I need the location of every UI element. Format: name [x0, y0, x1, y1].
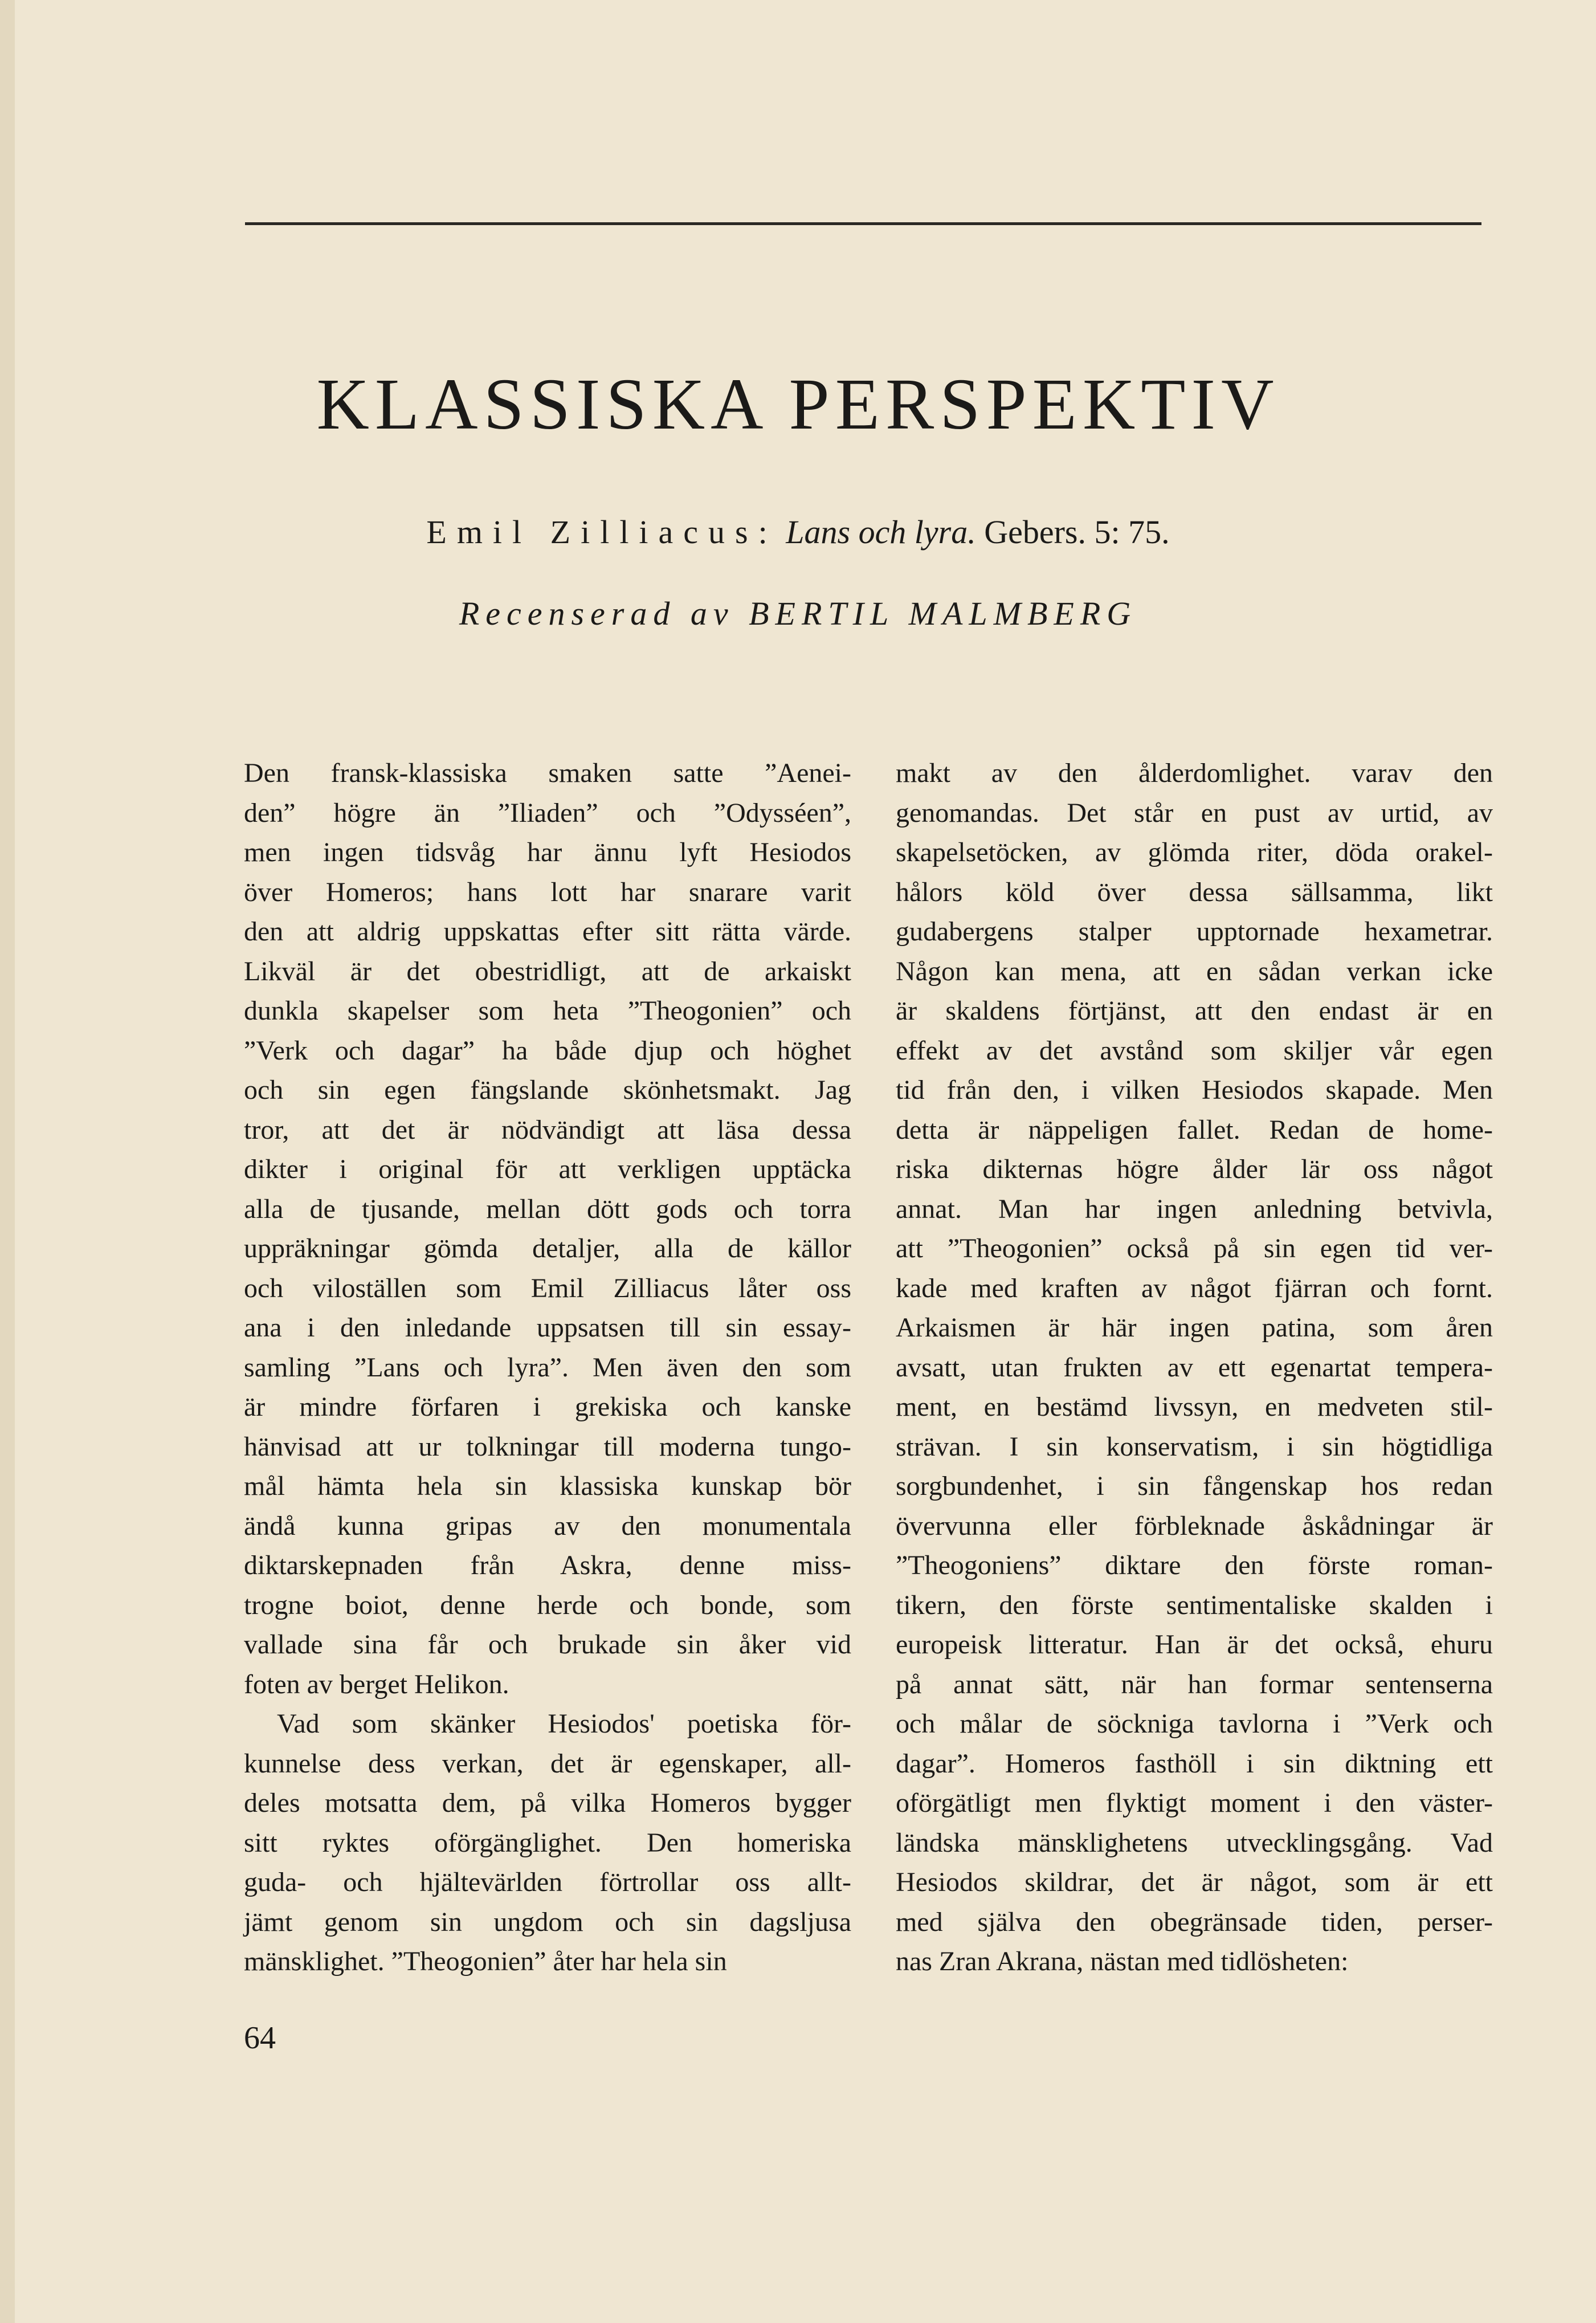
text-line: gudabergens stalper upptornade hexametrar.	[896, 916, 1493, 947]
page-number: 64	[244, 2020, 276, 2056]
text-line: samling ”Lans och lyra”. Men även den som	[244, 1352, 851, 1383]
article-title: KLASSISKA PERSPEKTIV	[316, 364, 1280, 445]
text-line: avsatt, utan frukten av ett egenartat tempera-	[896, 1352, 1493, 1383]
header-rule	[245, 222, 1481, 225]
text-line: med själva den obegränsade tiden, perser-	[896, 1906, 1493, 1937]
text-line: kunnelse dess verkan, det är egenskaper, all-	[244, 1748, 851, 1779]
text-line: ana i den inledande uppsatsen till sin essay-	[244, 1313, 851, 1343]
text-line: men ingen tidsvåg har ännu lyft Hesiodos	[244, 837, 851, 867]
text-line: deles motsatta dem, på vilka Homeros bygger	[244, 1788, 851, 1818]
right-column	[896, 753, 1493, 1982]
text-line: oförgätligt men flyktigt moment i den väster-	[896, 1788, 1493, 1818]
text-line: Vad som skänker Hesiodos' poetiska för-	[277, 1709, 851, 1739]
text-line: tror, att det är nödvändigt att läsa dessa	[244, 1114, 851, 1145]
text-line: övervunna eller förbleknade åskådningar är	[896, 1510, 1493, 1541]
text-line: hänvisad att ur tolkningar till moderna tungo-	[244, 1431, 851, 1462]
text-line: makt av den ålderdomlighet. varav den	[896, 758, 1493, 788]
book-publisher-price: Gebers. 5: 75.	[984, 513, 1170, 551]
text-line: nas Zran Akrana, nästan med tidlösheten:	[896, 1946, 1349, 1976]
text-line: detta är näppeligen fallet. Redan de home-	[896, 1114, 1493, 1145]
text-line: alla de tjusande, mellan dött gods och torra	[244, 1193, 851, 1224]
text-line: sitt ryktes oförgänglighet. Den homeriska	[244, 1827, 851, 1858]
text-line: på annat sätt, när han formar sentenserna	[896, 1669, 1493, 1700]
reviewer-line: Recenserad av BERTIL MALMBERG	[459, 595, 1137, 632]
text-line: riska dikternas högre ålder lär oss något	[896, 1154, 1493, 1184]
book-author: Emil Zilliacus:	[426, 513, 778, 551]
book-title: Lans och lyra.	[786, 513, 976, 551]
text-line: hålors köld över dessa sällsamma, likt	[896, 877, 1493, 907]
text-line: annat. Man har ingen anledning betvivla,	[896, 1193, 1493, 1224]
page-edge	[0, 0, 15, 2323]
text-line: strävan. I sin konservatism, i sin högtidliga	[896, 1431, 1493, 1462]
text-line: den” högre än ”Iliaden” och ”Odysséen”,	[244, 797, 851, 828]
text-line: ment, en bestämd livssyn, en medveten stil-	[896, 1392, 1493, 1422]
text-line: ändå kunna gripas av den monumentala	[244, 1510, 851, 1541]
text-line: över Homeros; hans lott har snarare varit	[244, 877, 851, 907]
text-line: genomandas. Det står en pust av urtid, av	[896, 797, 1493, 828]
text-line: diktarskepnaden från Askra, denne miss-	[244, 1550, 851, 1580]
text-line: Hesiodos skildrar, det är något, som är ett	[896, 1867, 1493, 1897]
text-line: vallade sina får och brukade sin åker vid	[244, 1629, 851, 1660]
text-line: att ”Theogonien” också på sin egen tid ver-	[896, 1233, 1493, 1264]
text-line: uppräkningar gömda detaljer, alla de källor	[244, 1233, 851, 1264]
text-line: tikern, den förste sentimentaliske skalden i	[896, 1590, 1493, 1620]
text-line: Likväl är det obestridligt, att de arkaiskt	[244, 956, 851, 987]
text-line: Den fransk-klassiska smaken satte ”Aenei-	[244, 758, 851, 788]
text-line: jämt genom sin ungdom och sin dagsljusa	[244, 1906, 851, 1937]
text-line: ländska mänsklighetens utvecklingsgång. Vad	[896, 1827, 1493, 1858]
text-line: trogne boiot, denne herde och bonde, som	[244, 1590, 851, 1620]
text-line: är mindre förfaren i grekiska och kanske	[244, 1392, 851, 1422]
text-line: guda- och hjältevärlden förtrollar oss allt-	[244, 1867, 851, 1897]
text-line: Arkaismen är här ingen patina, som åren	[896, 1313, 1493, 1343]
text-line: skapelsetöcken, av glömda riter, döda orakel-	[896, 837, 1493, 867]
text-line: europeisk litteratur. Han är det också, ehuru	[896, 1629, 1493, 1660]
text-line: är skaldens förtjänst, att den endast är en	[896, 996, 1493, 1026]
text-line: Någon kan mena, att en sådan verkan icke	[896, 956, 1493, 987]
text-line: ”Theogoniens” diktare den förste roman-	[896, 1550, 1493, 1580]
text-line: dunkla skapelser som heta ”Theogonien” och	[244, 996, 851, 1026]
text-line: sorgbundenhet, i sin fångenskap hos redan	[896, 1471, 1493, 1501]
text-line: dikter i original för att verkligen upptäcka	[244, 1154, 851, 1184]
text-line: effekt av det avstånd som skiljer vår egen	[896, 1035, 1493, 1066]
text-line: och målar de söckniga tavlorna i ”Verk och	[896, 1709, 1493, 1739]
text-line: den att aldrig uppskattas efter sitt rätta värde.	[244, 916, 851, 947]
text-line: dagar”. Homeros fasthöll i sin diktning ett	[896, 1748, 1493, 1779]
text-line: och viloställen som Emil Zilliacus låter oss	[244, 1273, 851, 1303]
left-column	[244, 753, 851, 1982]
text-line: tid från den, i vilken Hesiodos skapade. Men	[896, 1075, 1493, 1105]
text-line: och sin egen fängslande skönhetsmakt. Jag	[244, 1075, 851, 1105]
text-line: mål hämta hela sin klassiska kunskap bör	[244, 1471, 851, 1501]
text-line: foten av berget Helikon.	[244, 1669, 509, 1700]
text-line: kade med kraften av något fjärran och fornt.	[896, 1273, 1493, 1303]
text-line: ”Verk och dagar” ha både djup och höghet	[244, 1035, 851, 1066]
text-line: mänsklighet. ”Theogonien” åter har hela sin	[244, 1946, 727, 1976]
book-byline	[0, 513, 1596, 551]
